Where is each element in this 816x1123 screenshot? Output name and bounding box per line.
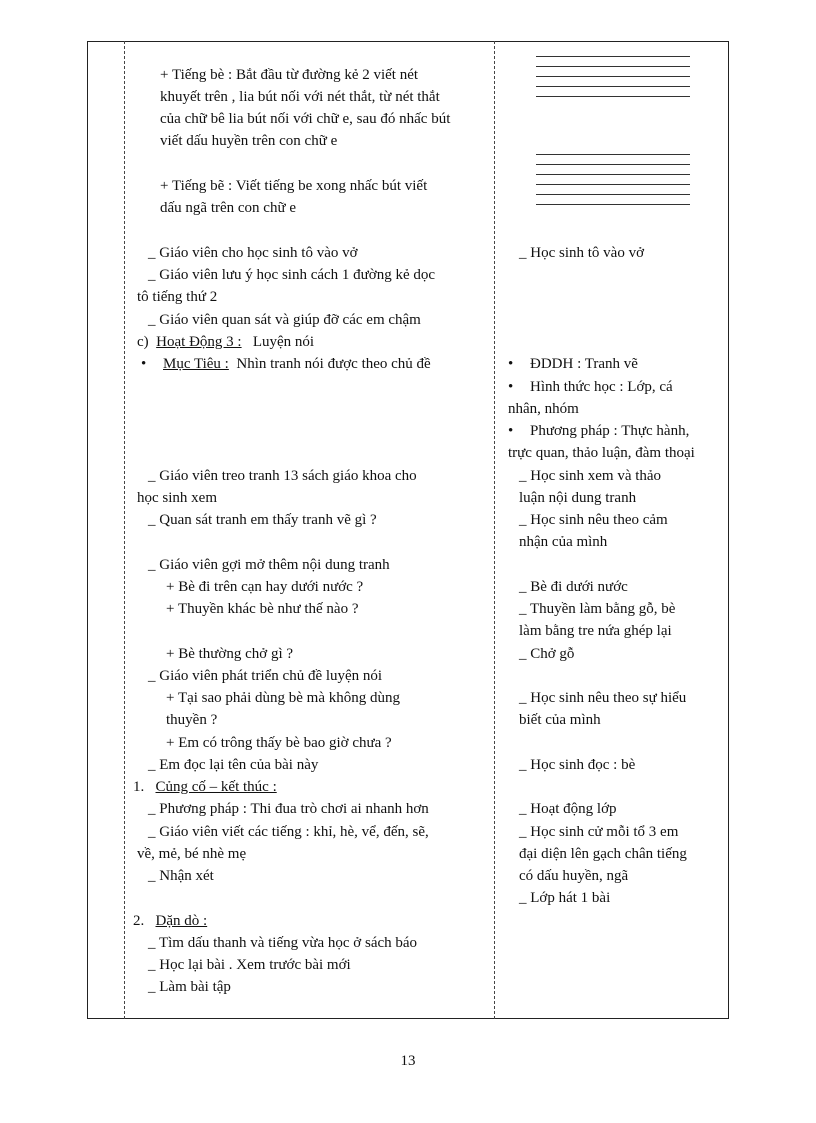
hd3-prefix: c) (137, 334, 149, 350)
bullet-line (508, 420, 689, 442)
bullet-icon: • (508, 379, 514, 395)
text-line: khuyết trên , lia bút nối với nét thắt, từ nét thắt (160, 89, 440, 105)
section-1-label: Củng cố – kết thúc : (155, 779, 277, 795)
text-line: _ Giáo viên cho học sinh tô vào vở (148, 245, 358, 261)
text-line: + Tiếng bẽ : Viết tiếng be xong nhấc bút viết (160, 178, 428, 194)
text-line: + Bè thường chở gì ? (166, 646, 294, 662)
text-line: _ Làm bài tập (148, 979, 231, 995)
text-line: _ Học sinh tô vào vở (519, 245, 645, 261)
text-line: _ Giáo viên phát triển chủ đề luyện nói (148, 668, 383, 684)
text-line: + Thuyền khác bè như thế nào ? (166, 601, 359, 617)
writing-lines-1 (536, 56, 690, 106)
text-line: _ Giáo viên gợi mở thêm nội dung tranh (148, 557, 390, 573)
bullet-icon: • (508, 423, 514, 439)
section-2-label: Dặn dò : (155, 913, 208, 929)
text-line: _ Quan sát tranh em thấy tranh vẽ gì ? (148, 512, 377, 528)
text-line: nhận của mình (519, 534, 608, 550)
text-line: tô tiếng thứ 2 (137, 289, 218, 305)
text-line: _ Giáo viên quan sát và giúp đỡ các em chậm (148, 312, 421, 328)
bullet-line (508, 376, 673, 398)
r2-text: ĐDDH : Tranh vẽ (530, 356, 638, 372)
text-line: _ Học sinh xem và thảo (519, 468, 662, 484)
text-line: _ Học sinh đọc : bè (519, 757, 636, 773)
text-line: thuyền ? (166, 712, 218, 728)
section-1-number: 1. (133, 779, 145, 795)
objective-label: Mục Tiêu : (163, 356, 229, 372)
text-line: _ Tìm dấu thanh và tiếng vừa học ở sách báo (148, 935, 418, 951)
text-line: _ Học lại bài . Xem trước bài mới (148, 957, 351, 973)
objective-line (141, 353, 431, 375)
text-line: _ Em đọc lại tên của bài này (148, 757, 319, 773)
text-line: _ Học sinh nêu theo cảm (519, 512, 668, 528)
section-2-number: 2. (133, 913, 145, 929)
text-line: về, mẻ, bé nhè mẹ (137, 846, 247, 862)
text-line: _ Giáo viên viết các tiếng : khỉ, hè, vể, đến, sẽ, (148, 824, 429, 840)
text-line: học sinh xem (137, 490, 217, 506)
text-line: luận nội dung tranh (519, 490, 637, 506)
text-line: đại diện lên gạch chân tiếng (519, 846, 687, 862)
hd3-label: Hoạt Động 3 : (156, 334, 242, 350)
text-line: _ Phương pháp : Thi đua trò chơi ai nhanh hơn (148, 801, 429, 817)
r3-text: Hình thức học : Lớp, cá (530, 379, 673, 395)
text-line: _ Thuyền làm bằng gỗ, bè (519, 601, 676, 617)
text-line: viết dấu huyền trên con chữ e (160, 133, 338, 149)
text-line: _ Giáo viên treo tranh 13 sách giáo khoa cho (148, 468, 417, 484)
r4-text: Phương pháp : Thực hành, (530, 423, 690, 439)
section-heading-1 (133, 776, 277, 798)
text-line: + Em có trông thấy bè bao giờ chưa ? (166, 735, 392, 751)
text-line: _ Hoạt động lớp (519, 801, 617, 817)
text-line: làm bằng tre nứa ghép lại (519, 623, 672, 639)
bullet-line (508, 353, 638, 375)
text-line: + Tiếng bè : Bắt đầu từ đường kẻ 2 viết nét (160, 67, 419, 83)
objective-value: Nhìn tranh nói được theo chủ đề (236, 356, 431, 372)
text-line: + Bè đi trên cạn hay dưới nước ? (166, 579, 364, 595)
text-line: _ Lớp hát 1 bài (519, 890, 611, 906)
text-line: _ Bè đi dưới nước (519, 579, 628, 595)
text-line: _ Học sinh cử mỗi tổ 3 em (519, 824, 679, 840)
text-line: dấu ngã trên con chữ e (160, 200, 296, 216)
text-line: _ Học sinh nêu theo sự hiểu (519, 690, 687, 706)
text-line: _ Giáo viên lưu ý học sinh cách 1 đường kẻ dọc (148, 267, 436, 283)
text-line: + Tại sao phải dùng bè mà không dùng (166, 690, 400, 706)
text-line: có dấu huyền, ngã (519, 868, 629, 884)
section-heading-2 (133, 910, 207, 932)
page-number: 13 (400, 1053, 416, 1069)
column-divider-middle (494, 41, 495, 1019)
bullet-icon: • (141, 356, 147, 372)
text-line: của chữ bê lia bút nối với chữ e, sau đó nhấc bút (160, 111, 451, 127)
writing-lines-2 (536, 154, 690, 214)
text-line: nhân, nhóm (508, 401, 579, 417)
column-divider-left (124, 41, 125, 1019)
text-line: biết của mình (519, 712, 601, 728)
hd3-value: Luyện nói (252, 334, 315, 350)
section-heading-hd3 (137, 331, 314, 353)
bullet-icon: • (508, 356, 514, 372)
text-line: _ Nhận xét (148, 868, 214, 884)
text-line: _ Chở gỗ (519, 646, 575, 662)
text-line: trực quan, thảo luận, đàm thoại (508, 445, 695, 461)
